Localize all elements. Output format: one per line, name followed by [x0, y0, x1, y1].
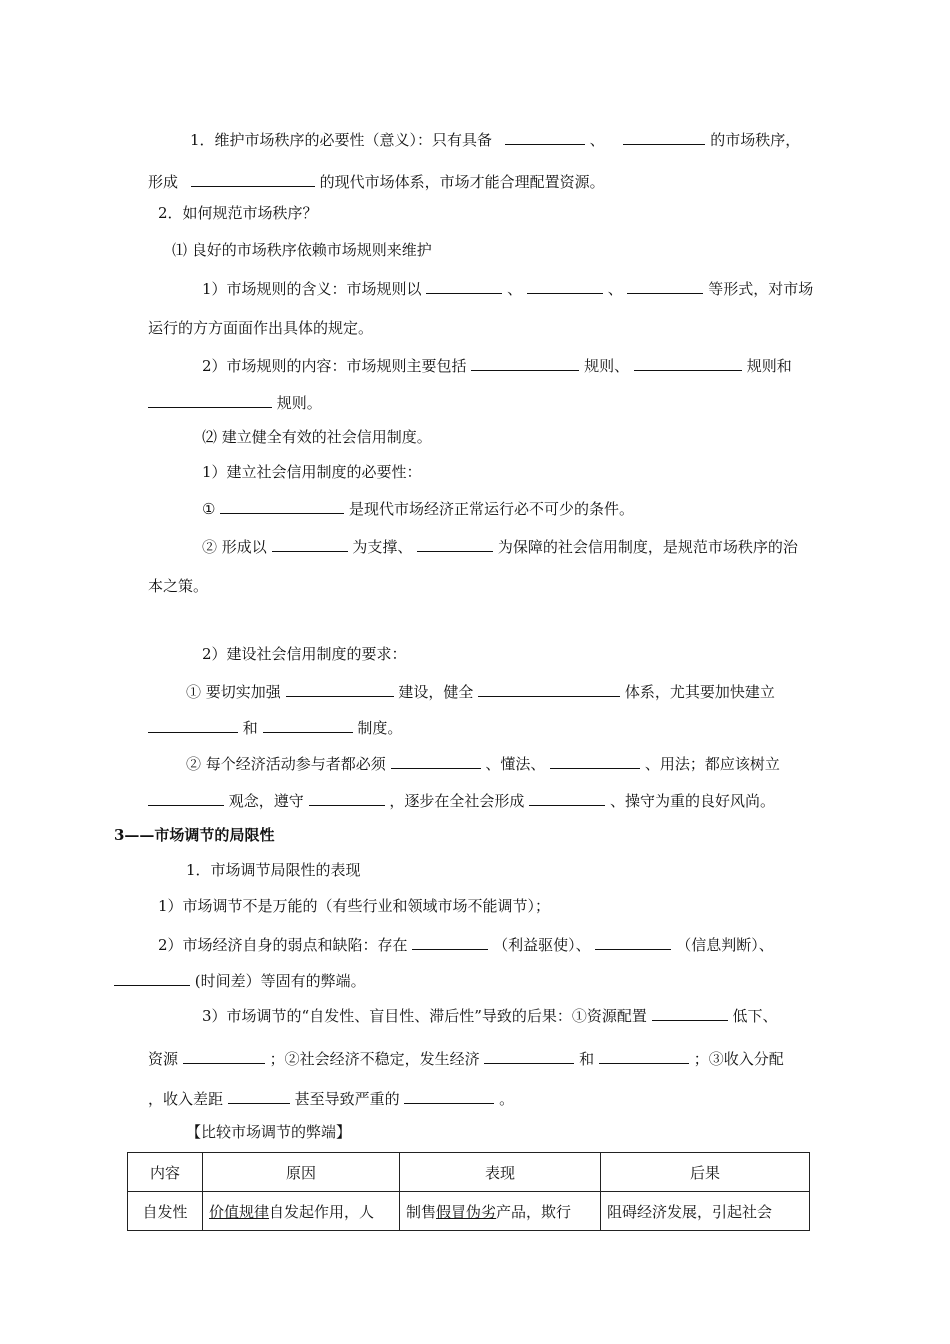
text: 甚至导致严重的 — [294, 1090, 400, 1108]
blank-field[interactable] — [505, 128, 585, 145]
text: 、 — [589, 131, 605, 149]
text: 、 — [507, 280, 523, 298]
blank-field[interactable] — [286, 680, 394, 697]
text: 为支撑、 — [352, 538, 413, 556]
s3-line-t2: 1）市场调节不是万能的（有些行业和领域市场不能调节）； — [158, 897, 551, 915]
blank-field[interactable] — [627, 277, 703, 294]
text: 的现代市场体系，市场才能合理配置资源。 — [319, 173, 605, 191]
text: 和 — [242, 719, 258, 737]
text: 和 — [579, 1050, 595, 1068]
s2-credit-line4: 本之策。 — [148, 577, 209, 595]
text: 、懂法、 — [485, 755, 546, 773]
table-header-cell: 内容 — [128, 1153, 203, 1192]
s3-line-t5 — [202, 1004, 777, 1024]
text: 资源 — [148, 1050, 179, 1068]
text: ，逐步在全社会形成 — [389, 792, 525, 810]
blank-field[interactable] — [417, 535, 493, 552]
s2-credit-line2 — [202, 497, 634, 517]
blank-field[interactable] — [272, 535, 348, 552]
blank-field[interactable] — [426, 277, 502, 294]
s3-line-t3 — [158, 933, 774, 953]
blank-field[interactable] — [148, 716, 238, 733]
s3-line-t4 — [114, 969, 366, 989]
blank-field[interactable] — [191, 170, 315, 187]
text: 等形式，对市场 — [708, 280, 814, 298]
blank-field[interactable] — [634, 354, 742, 371]
text: 3）市场调节的“自发性、盲目性、滞后性”导致的后果：①资源配置 — [202, 1007, 647, 1025]
blank-field[interactable] — [484, 1047, 574, 1064]
comparison-table — [127, 1152, 810, 1231]
table-header-cell: 表现 — [400, 1153, 601, 1192]
text: 、 — [607, 280, 623, 298]
text: 为保障的社会信用制度，是规范市场秩序的治 — [497, 538, 798, 556]
s2-rules-line3 — [202, 354, 792, 374]
text: 的市场秩序， — [710, 131, 801, 149]
text: 自发起作用，人 — [269, 1202, 375, 1221]
text: 制度。 — [357, 719, 403, 737]
blank-field[interactable] — [391, 752, 481, 769]
blank-field[interactable] — [595, 933, 671, 950]
text: 规则。 — [276, 394, 322, 412]
text: 低下、 — [732, 1007, 778, 1025]
table-cell: 阻碍经济发展，引起社会 — [601, 1192, 810, 1231]
text: 、用法；都应该树立 — [644, 755, 780, 773]
blank-field[interactable] — [114, 969, 190, 986]
text: 规则、 — [584, 357, 630, 375]
blank-field[interactable] — [148, 789, 224, 806]
text: 观念，遵守 — [228, 792, 304, 810]
text: (时间差）等固有的弊端。 — [194, 972, 366, 990]
text: ，收入差距 — [148, 1090, 224, 1108]
table-cell: 自发性 — [128, 1192, 203, 1231]
text: ；③收入分配 — [693, 1050, 784, 1068]
text: 、操守为重的良好风尚。 — [609, 792, 775, 810]
blank-field[interactable] — [220, 497, 344, 514]
text: ；②社会经济不稳定，发生经济 — [269, 1050, 480, 1068]
blank-field[interactable] — [529, 789, 605, 806]
text: （信息判断）、 — [676, 936, 774, 954]
table-title: 【比较市场调节的弊端】 — [186, 1123, 352, 1141]
table-row — [128, 1192, 810, 1231]
s1-line2 — [148, 170, 605, 190]
blank-field[interactable] — [652, 1004, 728, 1021]
s2-rules-line2: 运行的方方面面作出具体的规定。 — [148, 319, 374, 337]
s2-credit-line3 — [202, 535, 798, 555]
blank-field[interactable] — [599, 1047, 689, 1064]
text: 体系，尤其要加快建立 — [624, 683, 775, 701]
text: 制售 — [406, 1202, 437, 1221]
table-cell — [203, 1192, 400, 1231]
blank-field[interactable] — [623, 128, 705, 145]
blank-field[interactable] — [478, 680, 620, 697]
blank-field[interactable] — [404, 1087, 494, 1104]
text: 产品，欺行 — [496, 1202, 572, 1221]
table-header-row — [128, 1153, 810, 1192]
s2-rules-line4 — [148, 391, 322, 411]
table-header-cell: 后果 — [601, 1153, 810, 1192]
text: 规则和 — [746, 357, 792, 375]
s2-sub1: ⑴ 良好的市场秩序依赖市场规则来维护 — [172, 241, 432, 259]
text: ② 每个经济活动参与者都必须 — [186, 755, 386, 773]
table-header-cell: 原因 — [203, 1153, 400, 1192]
text: 1．维护市场秩序的必要性（意义）：只有具备 — [190, 131, 493, 149]
s2-require-line5 — [148, 789, 775, 809]
text: 是现代市场经济正常运行必不可少的条件。 — [349, 500, 635, 518]
s1-line1 — [190, 128, 800, 148]
s2-title: 2．如何规范市场秩序？ — [158, 204, 318, 222]
text: 。 — [499, 1090, 515, 1108]
blank-field[interactable] — [550, 752, 640, 769]
blank-field[interactable] — [527, 277, 603, 294]
table-cell — [400, 1192, 601, 1231]
text: 2）市场规则的内容：市场规则主要包括 — [202, 357, 467, 375]
blank-field[interactable] — [471, 354, 579, 371]
blank-field[interactable] — [309, 789, 385, 806]
s3-title: 1．市场调节局限性的表现 — [186, 861, 361, 879]
s2-require-line4 — [186, 752, 780, 772]
s2-sub2: ⑵ 建立健全有效的社会信用制度。 — [202, 428, 432, 446]
text: 1）市场规则的含义：市场规则以 — [202, 280, 422, 298]
s2-require-title: 2）建设社会信用制度的要求： — [202, 645, 407, 663]
s2-require-line3 — [148, 716, 402, 736]
blank-field[interactable] — [183, 1047, 265, 1064]
underlined-term: 价值规律 — [209, 1202, 270, 1221]
blank-field[interactable] — [412, 933, 488, 950]
s3-heading: 3——市场调节的局限性 — [114, 826, 275, 844]
text: 形成 — [148, 173, 179, 191]
text: 2）市场经济自身的弱点和缺陷：存在 — [158, 936, 408, 954]
text: ② 形成以 — [202, 538, 267, 556]
text: ① — [202, 500, 216, 518]
text: 建设，健全 — [398, 683, 474, 701]
blank-field[interactable] — [228, 1087, 290, 1104]
s3-line-t7 — [148, 1087, 514, 1107]
text: ① 要切实加强 — [186, 683, 281, 701]
s3-line-t6 — [148, 1047, 784, 1067]
underlined-term: 假冒伪劣 — [436, 1202, 497, 1221]
s2-credit-need: 1）建立社会信用制度的必要性： — [202, 463, 422, 481]
text: （利益驱使）、 — [493, 936, 591, 954]
s2-rules-line1 — [202, 277, 813, 297]
blank-field[interactable] — [263, 716, 353, 733]
blank-field[interactable] — [148, 391, 272, 408]
s2-require-line2 — [186, 680, 775, 700]
